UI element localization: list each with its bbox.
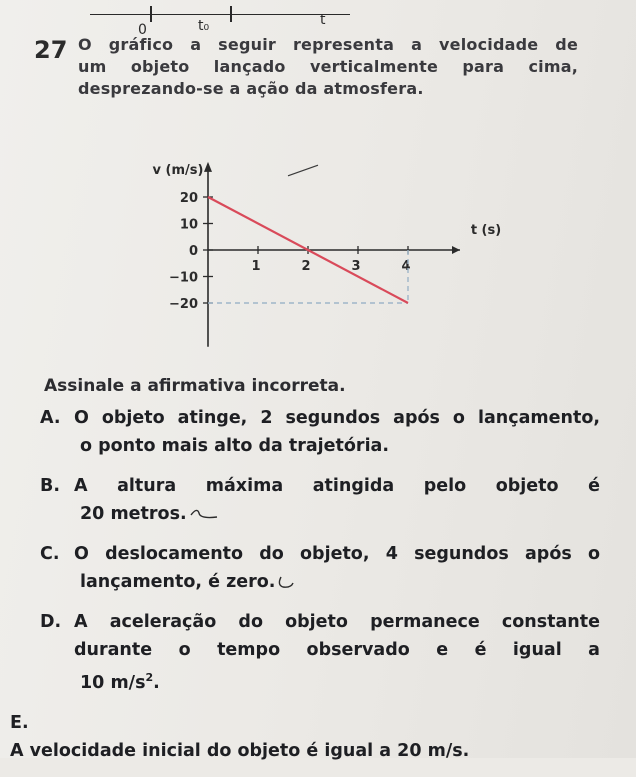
option-text: A aceleração do objeto permanece constante bbox=[74, 612, 600, 632]
previous-axis-tick bbox=[230, 6, 232, 22]
option-letter: B. bbox=[40, 476, 60, 496]
answer-options bbox=[10, 404, 600, 777]
y-tick-label: 0 bbox=[188, 244, 198, 259]
pen-mark-icon bbox=[187, 505, 221, 523]
y-tick-label: −10 bbox=[169, 270, 198, 286]
option-text: o ponto mais alto da trajetória. bbox=[80, 436, 390, 456]
option-text bbox=[74, 568, 600, 596]
previous-axis-label: t bbox=[320, 12, 326, 28]
option-letter: D. bbox=[40, 612, 62, 632]
option-text: A altura máxima atingida pelo objeto é bbox=[74, 476, 600, 496]
y-tick-label: 20 bbox=[179, 191, 198, 206]
option-letter: E. bbox=[10, 712, 29, 733]
option-text-fragment: 10 m/s bbox=[80, 672, 146, 693]
option-text: O objeto atinge, 2 segundos após o lançamento, bbox=[74, 408, 600, 428]
stem-line: desprezando-se a ação da atmosfera. bbox=[78, 79, 424, 98]
option-text-fragment: lançamento, é zero. bbox=[80, 572, 276, 592]
option-letter: A. bbox=[40, 408, 61, 428]
previous-axis-label: t₀ bbox=[198, 18, 210, 34]
x-tick-label: 1 bbox=[251, 259, 261, 274]
y-tick-label: −20 bbox=[169, 297, 198, 312]
stem-line: O gráfico a seguir representa a velocidade de bbox=[78, 35, 578, 54]
option-e[interactable] bbox=[10, 709, 600, 765]
superscript: 2 bbox=[145, 671, 154, 684]
previous-axis bbox=[90, 14, 350, 15]
option-text-fragment: 20 metros. bbox=[80, 504, 187, 524]
y-axis-arrow bbox=[204, 162, 212, 172]
question-stem bbox=[78, 34, 578, 100]
previous-axis-label: 0 bbox=[138, 22, 147, 38]
option-a[interactable] bbox=[40, 404, 600, 460]
velocity-time-chart bbox=[130, 150, 510, 350]
y-tick-label: 10 bbox=[179, 217, 198, 233]
x-tick-label: 2 bbox=[301, 259, 311, 274]
option-text: durante o tempo observado e é igual a bbox=[74, 640, 600, 660]
pen-mark-icon bbox=[275, 573, 301, 591]
option-b[interactable] bbox=[40, 472, 600, 528]
option-text: O deslocamento do objeto, 4 segundos após o bbox=[74, 544, 600, 564]
x-axis-label: t (s) bbox=[470, 223, 502, 238]
question-number: 27 bbox=[34, 36, 68, 64]
question-prompt: Assinale a afirmativa incorreta. bbox=[44, 376, 346, 396]
option-letter: C. bbox=[40, 544, 60, 564]
x-axis-arrow bbox=[452, 246, 460, 254]
previous-axis-tick bbox=[150, 6, 152, 22]
option-text-fragment: . bbox=[153, 672, 160, 693]
pen-mark-icon bbox=[288, 165, 318, 176]
y-axis-label: v (m/s) bbox=[152, 162, 204, 178]
x-tick-label: 3 bbox=[351, 259, 361, 274]
x-tick-label: 4 bbox=[401, 259, 411, 274]
stem-line: um objeto lançado verticalmente para cima, bbox=[78, 57, 578, 76]
option-text: A velocidade inicial do objeto é igual a 20 m/s. bbox=[10, 740, 470, 761]
option-text bbox=[74, 664, 600, 697]
option-c[interactable] bbox=[40, 540, 600, 596]
option-text bbox=[74, 500, 600, 528]
option-d[interactable] bbox=[40, 608, 600, 697]
